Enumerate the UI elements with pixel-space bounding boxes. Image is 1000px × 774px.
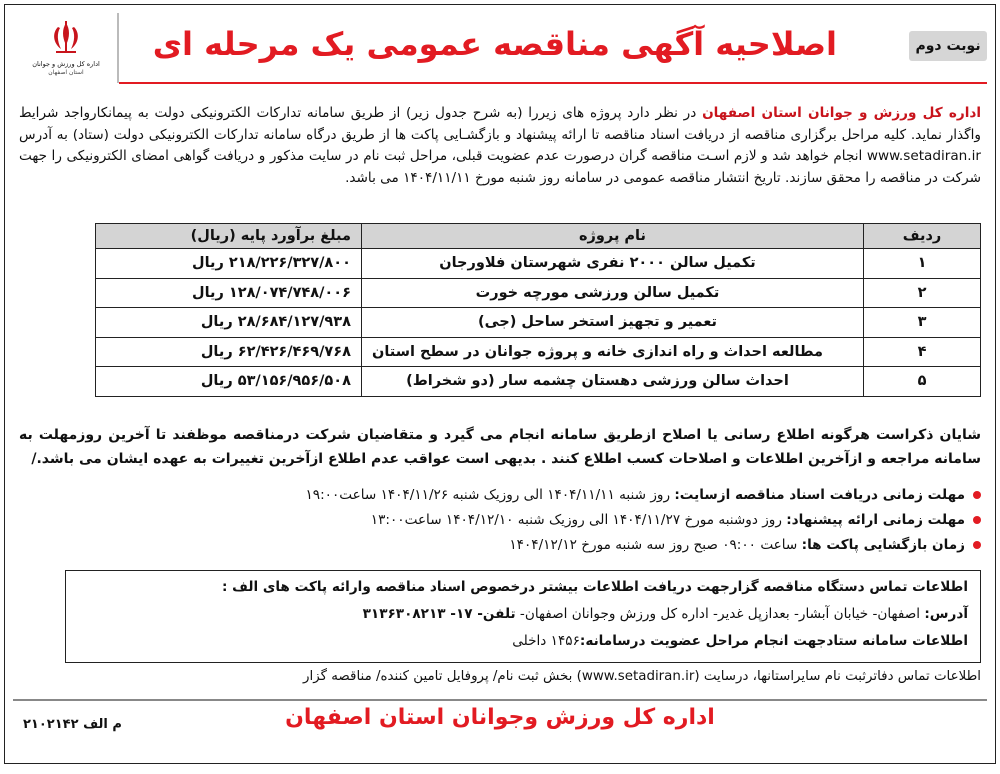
page-title: اصلاحیه آگهی مناقصه عمومی یک مرحله ای [152,25,837,63]
round-badge: نوبت دوم [909,31,987,61]
header [13,13,987,95]
row-number: ۴ [864,337,981,367]
contact-setad [76,628,968,655]
address-label: آدرس: [924,606,968,622]
col-header-project-name: نام پروژه [361,224,863,249]
row-number: ۵ [864,367,981,397]
base-amount: ۱۲۸/۰۷۴/۷۴۸/۰۰۶ ریال [95,278,361,308]
contact-address [76,601,968,628]
footer-divider [13,699,987,701]
row-number: ۲ [864,278,981,308]
table-row [95,367,980,397]
project-name: مطالعه احداث و راه اندازی خانه و پروژه جوانان در سطح استان [361,337,863,367]
logo-subtext: استان اصفهان [48,69,84,76]
footer-note: اطلاعات تماس دفاترثبت نام سایراستانها، درسایت (www.setadiran.ir) بخش ثبت نام/ پروفایل تامین کننده/ مناقصه گزار [303,669,981,684]
list-item [19,483,981,508]
table-row [95,337,980,367]
base-amount: ۶۲/۴۲۶/۴۶۹/۷۶۸ ریال [95,337,361,367]
bullet-icon [973,491,981,499]
setad-value: ۱۴۵۶ داخلی [512,633,580,649]
row-number: ۳ [864,308,981,338]
address-value: اصفهان- خیابان آبشار- بعدازپل غدیر- اداره کل ورزش وجوانان اصفهان- [515,606,925,622]
website-link[interactable]: www.setadiran.ir [866,148,981,164]
intro-text-2: انجام خواهد شد و لازم اسـت مناقصه گران درصورت عدم عضویت قبلی، مراحل ثبت نام در سایت مذکور و دریافت گواهی امضای الکترونیکی را جهت شرکت در مناقصه را محقق سازند. تاریخ انتشار مناقصه عمومی در سامانه روز شنبه مورخ ۱۴۰۴/۱۱/۱۱ می باشد. [19,148,981,186]
phone-number: تلفن- ۱۷- ۳۱۳۶۳۰۸۲۱۳ [362,606,516,622]
base-amount: ۲۸/۶۸۴/۱۲۷/۹۳۸ ریال [95,308,361,338]
intro-paragraph [19,103,981,189]
deadline-value: ساعت ۰۹:۰۰ صبح روز سه شنبه مورخ ۱۴۰۴/۱۲/۱۲ [509,537,802,553]
deadline-label: مهلت زمانی دریافت اسناد مناقصه ازسایت: [674,487,965,503]
project-name: تعمیر و تجهیز استخر ساحل (جی) [361,308,863,338]
tender-notice [4,4,996,764]
col-header-row-number: ردیف [864,224,981,249]
contact-heading: اطلاعات تماس دستگاه مناقصه گزارجهت دریافت اطلاعات بیشتر درخصوص اسناد مناقصه وارائه پاکت های الف : [222,579,968,595]
table-row [95,308,980,338]
project-name: تکمیل سالن ورزشی مورچه خورت [361,278,863,308]
header-divider [117,13,119,83]
logo-text: اداره کل ورزش و جوانان [32,60,100,68]
project-name: تکمیل سالن ۲۰۰۰ نفری شهرستان فلاورجان [361,249,863,279]
header-rule [119,82,987,84]
iran-emblem-icon [44,19,88,57]
deadline-label: زمان بازگشایی پاکت ها: [801,537,965,553]
base-amount: ۵۳/۱۵۶/۹۵۶/۵۰۸ ریال [95,367,361,397]
notice-paragraph: شایان ذکراست هرگونه اطلاع رسانی یا اصلاح ازطریق سامانه انجام می گیرد و متقاضیان شرکت درمناقصه موظفند تا آخرین روزمهلت به سامانه مراجعه و ازآخرین اطلاعات و اصلاحات کسب اطلاع کنند . بدیهی است عواقب عدم اطلاع ازآخرین تغییرات به عهده ایشان می باشد./ [19,427,981,467]
contact-box [65,570,981,663]
notice-code: م الف ۲۱۰۲۱۴۲ [23,717,122,732]
base-amount: ۲۱۸/۲۲۶/۳۲۷/۸۰۰ ریال [95,249,361,279]
projects-table [95,223,981,397]
list-item [19,533,981,558]
deadline-label: مهلت زمانی ارائه پیشنهاد: [786,512,965,528]
deadline-value: روز شنبه ۱۴۰۴/۱۱/۱۱ الی روزیک شنبه ۱۴۰۴/۱۱/۲۶ ساعت۱۹:۰۰ [305,487,675,503]
deadlines-list [19,483,981,558]
footer-organization: اداره کل ورزش وجوانان استان اصفهان [285,705,715,730]
deadline-value: روز دوشنبه مورخ ۱۴۰۴/۱۱/۲۷ الی روزیک شنبه ۱۴۰۴/۱۲/۱۰ ساعت۱۳:۰۰ [370,512,787,528]
setad-label: اطلاعات سامانه ستادجهت انجام مراحل عضویت درسامانه: [579,633,968,649]
table-row [95,278,980,308]
row-number: ۱ [864,249,981,279]
project-name: احداث سالن ورزشی دهستان چشمه سار (دو شخراط) [361,367,863,397]
table-row [95,249,980,279]
bullet-icon [973,541,981,549]
intro-text-1: در نظر دارد پروژه های زیررا (به شرح جدول زیر) از طریق سامانه تدارکات الکترونیکی دولت به پیمانکارواجد شرایط واگذار نماید. کلیه مراحل برگزاری مناقصه از دریافت اسناد مناقصه تا ارائه پیشنهاد و بازگشـایی پاکت ها از طریق درگاه سامانه تدارکات الکترونیکی دولت (ستاد) به آدرس [19,105,981,143]
list-item [19,508,981,533]
emblem-logo [21,19,111,93]
col-header-base-amount: مبلغ برآورد پایه (ریال) [95,224,361,249]
bullet-icon [973,516,981,524]
table-header-row [95,224,980,249]
organization-name: اداره کل ورزش و جوانان استان اصفهان [702,105,981,121]
